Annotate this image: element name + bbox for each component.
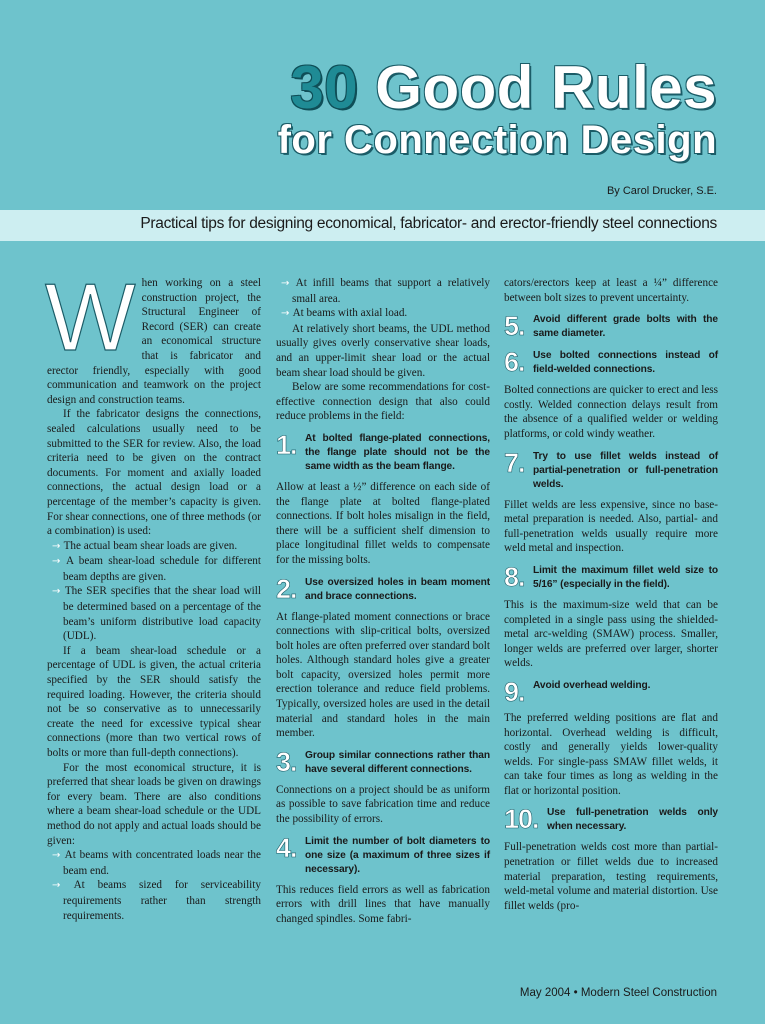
column-3 — [504, 276, 718, 913]
list-item — [47, 848, 261, 878]
list-item — [276, 276, 490, 306]
paragraph: Below are some recommendations for cost-effective connection design that also could reduce problems in the field: — [276, 381, 490, 423]
rule-number: 6. — [504, 347, 525, 378]
rule-number: 9. — [504, 676, 525, 707]
list-item — [47, 554, 261, 584]
article-title — [277, 54, 717, 162]
title-line-2: for Connection Design — [277, 118, 717, 162]
rule-title: Avoid overhead welding. — [533, 679, 651, 691]
list-item-text: The SER specifies that the shear load will be determined based on a percentage of the beam’s uniform distributive load capacity (UDL). — [63, 585, 262, 643]
rule-number: 1. — [276, 429, 297, 460]
rule-title: Use bolted connections instead of field-welded connections. — [533, 350, 718, 376]
list-item-text: The actual beam shear loads are given. — [63, 539, 238, 552]
page-footer: May 2004 • Modern Steel Construction — [519, 987, 717, 999]
rule-heading — [504, 313, 718, 341]
list-item-text: At beams sized for serviceability requirements rather than strength requirements. — [63, 879, 261, 922]
rule-title: Try to use fillet welds instead of partial-penetration or full-penetration welds. — [533, 450, 718, 490]
rule-title: Limit the maximum fillet weld size to 5/16” (especially in the field). — [533, 564, 718, 590]
rule-number: 10. — [504, 804, 539, 835]
list-item-text: At beams with axial load. — [292, 307, 408, 320]
drop-cap: W — [45, 264, 136, 371]
rule-number: 4. — [276, 832, 297, 863]
rule-body: This reduces field errors as well as fabrication errors with drill lines that have manually changed spindles. Some fabri- — [276, 883, 490, 925]
rule-body: At flange-plated moment connections or brace connections with slip-critical bolts, oversized bolt holes are often preferred over standard bolt holes. Although standard holes give a greater bolt capacity, oversized holes permit more erection tolerance and reduce field problems. Typically, oversized holes are used in the detail material and standard holes in the main member. — [276, 610, 490, 740]
rule-heading — [504, 806, 718, 834]
list-item — [276, 306, 490, 322]
rule-body: Fillet welds are less expensive, since no base-metal preparation is needed. Also, partial- and full-penetration welds usually require more weld metal and inspection. — [504, 498, 718, 555]
column-2 — [276, 276, 490, 926]
list-item — [47, 878, 261, 923]
rule-title: Group similar connections rather than have several different connections. — [305, 749, 490, 775]
rule-title: Avoid different grade bolts with the same diameter. — [533, 314, 718, 340]
column-1 — [45, 264, 262, 923]
rule-title: Limit the number of bolt diameters to one size (a maximum of three sizes if necessary). — [305, 835, 490, 875]
subtitle: Practical tips for designing economical, fabricator- and erector-friendly steel connections — [140, 215, 717, 232]
bullet-list — [47, 539, 261, 644]
rule-heading — [276, 429, 490, 474]
rule-body: Connections on a project should be as uniform as possible to save fabrication time and reduce the possibility of errors. — [276, 783, 490, 826]
rule-title: Use full-penetration welds only when necessary. — [547, 807, 718, 833]
paragraph: If a beam shear-load schedule or a percentage of UDL is given, the actual criteria specified by the SER should satisfy the required loading. However, the criteria should not be so conservative as to unnecessarily create the need for excessive typical shear connections (more than two vertical rows of bolts or more than full-depth connections). — [47, 644, 261, 759]
rule-body: Full-penetration welds cost more than partial-penetration or fillet welds due to increased material preparation, testing requirements, weld-metal volume and material distortion. Use fillet welds (pro- — [504, 841, 718, 912]
title-number: 30 — [290, 54, 359, 121]
paragraph: If the fabricator designs the connections, sealed calculations usually need to be submitted to the SER for review. Also, the load criteria need to be given on the contract documents. For moment and axially loaded connections, the actual design load or a percentage of the member’s capacity is given. For shear connections, one of three methods (or a combination) is used: — [47, 408, 261, 538]
intro-paragraph — [45, 264, 261, 407]
paragraph: cators/erectors keep at least a ¼” difference between bolt sizes to prevent uncertainty. — [504, 277, 718, 304]
list-item — [47, 539, 261, 555]
list-item-text: At beams with concentrated loads near the beam end. — [63, 849, 261, 877]
arrow-right-icon: → — [52, 586, 65, 598]
rule-number: 2. — [276, 573, 297, 604]
paragraph: For the most economical structure, it is preferred that shear loads be given on drawings for every beam. There are also conditions where a beam shear-load schedule or the UDL method do not apply and actual loads should be given: — [47, 761, 261, 847]
arrow-right-icon: → — [281, 278, 296, 289]
rule-heading — [504, 561, 718, 592]
rule-body: Bolted connections are quicker to erect and less costly. Welded connection delays result from the absence of a qualified welder or welding platforms, or cold windy weather. — [504, 384, 718, 440]
rule-heading — [504, 349, 718, 377]
title-line-1 — [278, 54, 717, 121]
rule-number: 7. — [504, 447, 525, 478]
rule-heading — [276, 573, 490, 604]
rule-number: 3. — [276, 746, 297, 777]
rule-body: Allow at least a ½” difference on each side of the flange plate at bolted flange-plated connections. If bolt holes misalign in the field, there will be a sufficient shelf dimension to place longitudinal fillet welds to compensate for the missing bolts. — [276, 480, 490, 566]
paragraph: At relatively short beams, the UDL method usually gives overly conservative shear loads, and an upper-limit shear load or the actual beam shear load should be given. — [276, 322, 490, 379]
rule-number: 8. — [504, 561, 525, 592]
arrow-right-icon: → — [281, 308, 293, 320]
rule-heading — [276, 832, 490, 877]
byline: By Carol Drucker, S.E. — [606, 185, 717, 197]
list-item-text: A beam shear-load schedule for different beam depths are given. — [63, 555, 261, 583]
subtitle-band — [0, 210, 765, 241]
bullet-list — [47, 848, 261, 923]
rule-heading — [504, 447, 718, 492]
title-line-1-rest: Good Rules — [358, 54, 717, 121]
rule-heading — [276, 746, 490, 777]
rule-heading — [504, 676, 718, 707]
arrow-right-icon: → — [52, 556, 67, 568]
rule-number: 5. — [504, 311, 525, 342]
bullet-list — [276, 276, 490, 322]
rule-body: This is the maximum-size weld that can be completed in a single pass using the shielded-metal arc-welding (SMAW) process. Smaller, longer welds are preferred over larger, shorter welds. — [504, 598, 718, 670]
arrow-right-icon: → — [52, 880, 74, 892]
rule-title: Use oversized holes in beam moment and brace connections. — [305, 576, 490, 602]
rule-title: At bolted flange-plated connections, the flange plate should not be the same width as the beam flange. — [305, 432, 490, 472]
list-item — [47, 584, 261, 643]
arrow-right-icon: → — [52, 540, 64, 552]
list-item-text: At infill beams that support a relatively small area. — [292, 277, 490, 305]
intro-text: hen working on a steel construction project, the Structural Engineer of Record (SER) can create an economical structure that is fabricator and erector friendly, especially with good communication and teamwork on the project design and construction teams. — [47, 277, 261, 406]
rule-body: The preferred welding positions are flat and horizontal. Overhead welding is difficult, costly and generally yields lower-quality welds. For single-pass SMAW fillet welds, it can take four times as long as welding in the flat or horizontal position. — [504, 711, 718, 797]
arrow-right-icon: → — [52, 850, 65, 862]
